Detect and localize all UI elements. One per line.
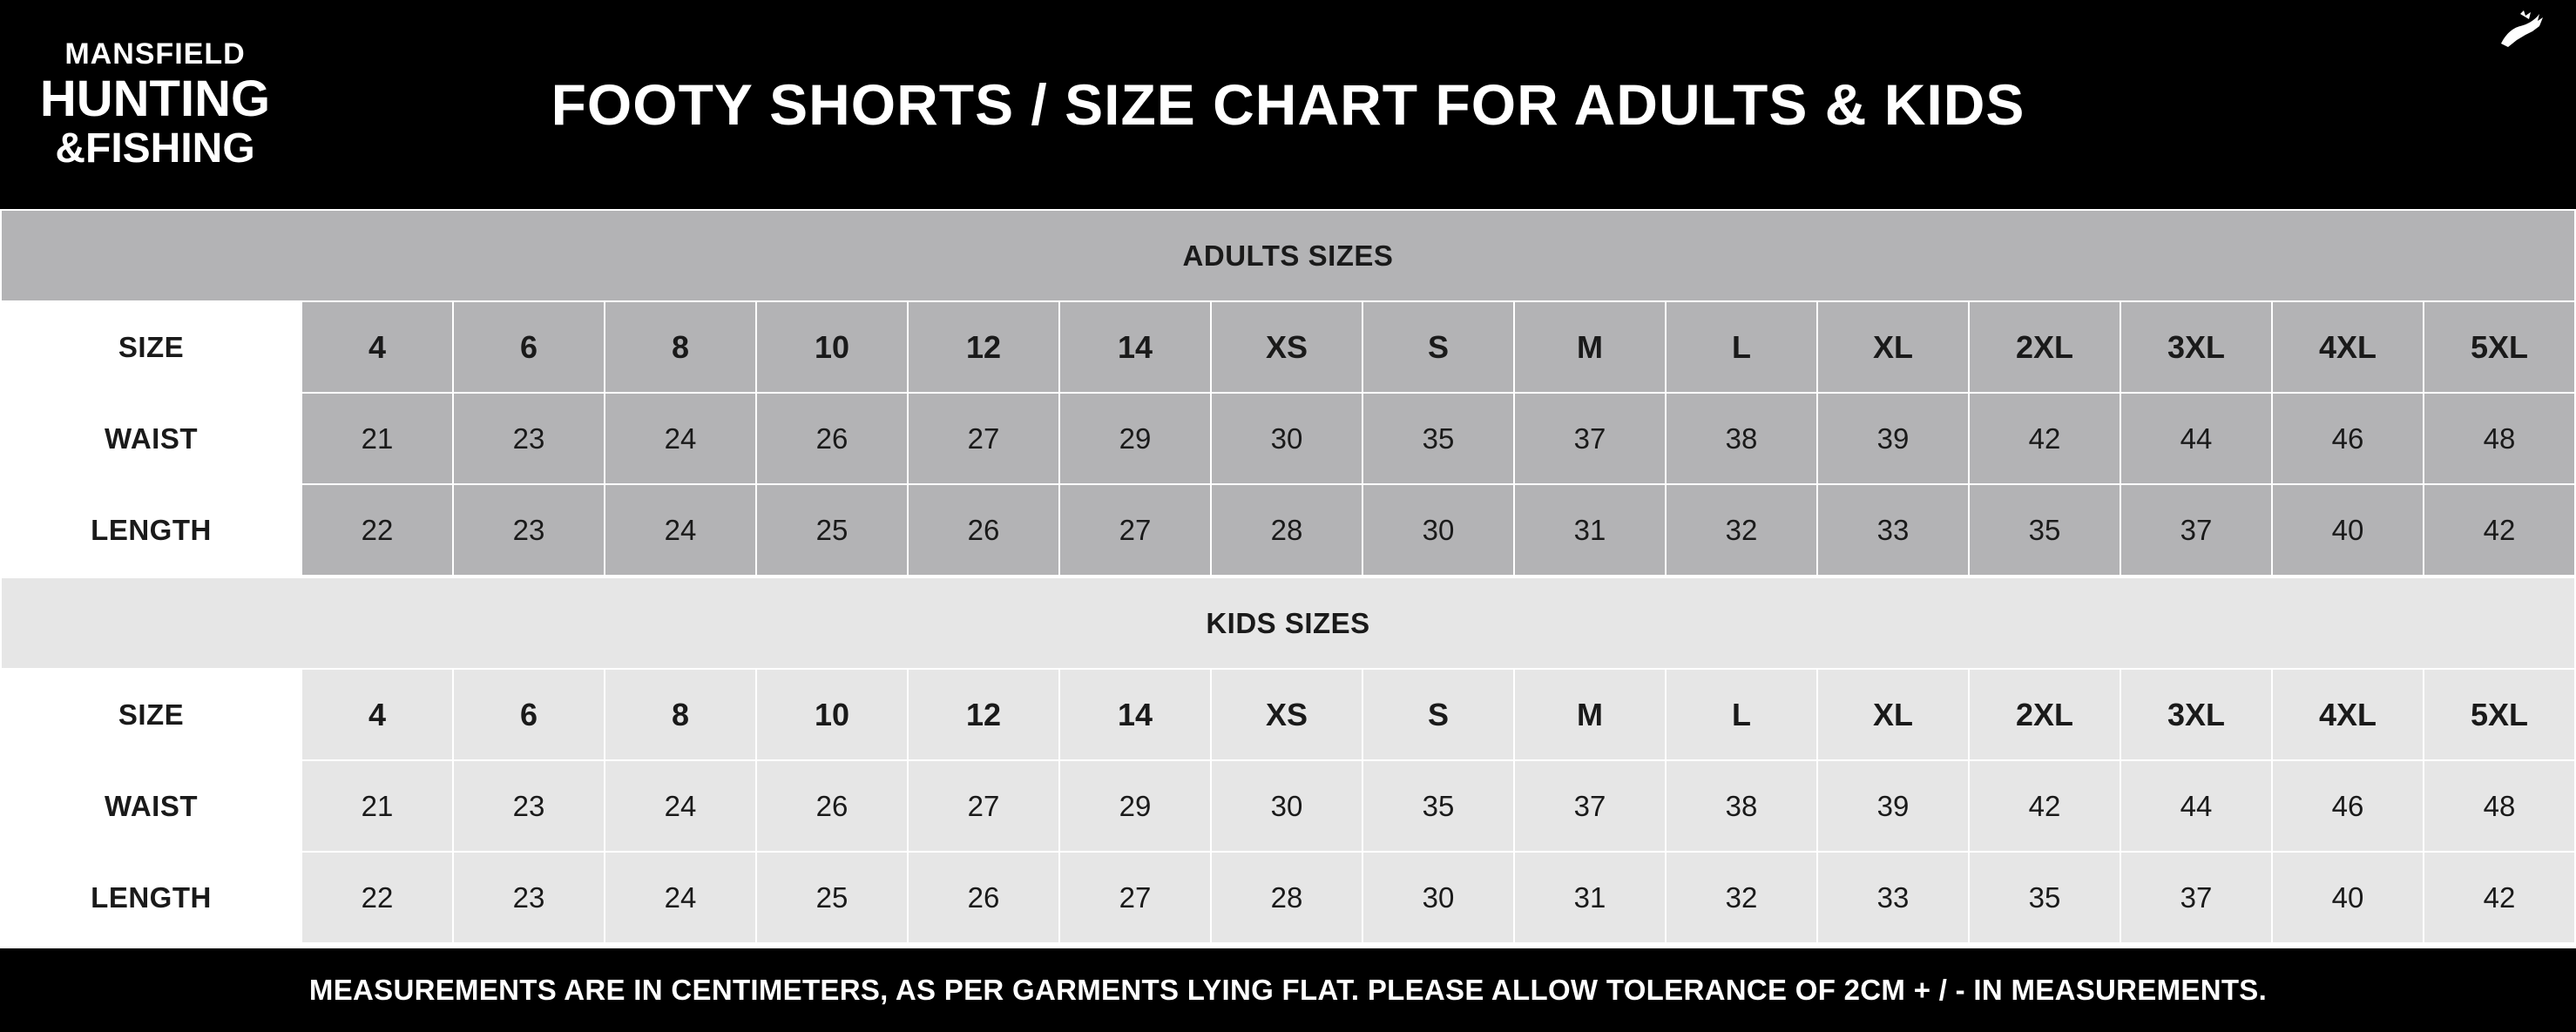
row-label: SIZE (1, 669, 301, 760)
cell: 4XL (2272, 301, 2424, 393)
row-label: WAIST (1, 393, 301, 484)
measurement-note: MEASUREMENTS ARE IN CENTIMETERS, AS PER GARMENTS LYING FLAT. PLEASE ALLOW TOLERANCE OF 2CM + / - IN MEASUREMENTS. (0, 948, 2576, 1032)
cell: 37 (1514, 760, 1666, 852)
cell: M (1514, 301, 1666, 393)
table-row (1, 484, 2575, 576)
cell: 14 (1059, 301, 1211, 393)
cell: 29 (1059, 760, 1211, 852)
cell: 12 (908, 669, 1059, 760)
cell: 24 (605, 393, 756, 484)
cell: 39 (1817, 760, 1969, 852)
cell: XL (1817, 669, 1969, 760)
cell: 27 (908, 760, 1059, 852)
cell: L (1666, 301, 1817, 393)
cell: 24 (605, 760, 756, 852)
cell: 32 (1666, 852, 1817, 943)
cell: 48 (2424, 760, 2575, 852)
cell: 24 (605, 484, 756, 576)
cell: 46 (2272, 393, 2424, 484)
brand-logo (37, 5, 274, 204)
cell: 2XL (1969, 669, 2120, 760)
cell: 30 (1362, 484, 1514, 576)
cell: 35 (1362, 760, 1514, 852)
deer-and-fish-icon (2494, 9, 2546, 51)
cell: 42 (2424, 852, 2575, 943)
cell: 37 (1514, 393, 1666, 484)
cell: 4XL (2272, 669, 2424, 760)
cell: XL (1817, 301, 1969, 393)
cell: 46 (2272, 760, 2424, 852)
table-row (1, 393, 2575, 484)
cell: 33 (1817, 484, 1969, 576)
row-label: LENGTH (1, 852, 301, 943)
cell: M (1514, 669, 1666, 760)
cell: 8 (605, 669, 756, 760)
cell: 2XL (1969, 301, 2120, 393)
cell: 29 (1059, 393, 1211, 484)
cell: 30 (1362, 852, 1514, 943)
cell: 48 (2424, 393, 2575, 484)
cell: 35 (1362, 393, 1514, 484)
cell: 31 (1514, 484, 1666, 576)
cell: 31 (1514, 852, 1666, 943)
cell: 10 (756, 301, 908, 393)
kids-size-table (0, 577, 2576, 944)
size-chart-tables (0, 209, 2576, 948)
page-header (0, 0, 2576, 209)
cell: 25 (756, 484, 908, 576)
cell: S (1362, 669, 1514, 760)
cell: 23 (453, 760, 605, 852)
cell: 38 (1666, 760, 1817, 852)
cell: 26 (756, 760, 908, 852)
row-label: LENGTH (1, 484, 301, 576)
cell: 26 (908, 852, 1059, 943)
table-row (1, 852, 2575, 943)
cell: 24 (605, 852, 756, 943)
kids-section-banner (1, 577, 2575, 669)
cell: 37 (2120, 852, 2272, 943)
adults-banner-label: ADULTS SIZES (1, 210, 2575, 301)
brand-line-2: HUNTING (39, 71, 271, 127)
cell: 27 (1059, 852, 1211, 943)
cell: 3XL (2120, 669, 2272, 760)
cell: 27 (908, 393, 1059, 484)
cell: L (1666, 669, 1817, 760)
row-label: SIZE (1, 301, 301, 393)
cell: 23 (453, 852, 605, 943)
table-row (1, 669, 2575, 760)
cell: 28 (1211, 852, 1362, 943)
cell: 4 (301, 301, 453, 393)
cell: 39 (1817, 393, 1969, 484)
cell: 26 (756, 393, 908, 484)
cell: XS (1211, 669, 1362, 760)
cell: 4 (301, 669, 453, 760)
cell: 38 (1666, 393, 1817, 484)
cell: 33 (1817, 852, 1969, 943)
cell: 28 (1211, 484, 1362, 576)
cell: 37 (2120, 484, 2272, 576)
cell: 42 (1969, 393, 2120, 484)
cell: 42 (1969, 760, 2120, 852)
brand-line-3: &FISHING (55, 125, 255, 172)
page-title: FOOTY SHORTS / SIZE CHART FOR ADULTS & KIDS (551, 72, 2025, 137)
kids-banner-label: KIDS SIZES (1, 577, 2575, 669)
cell: 21 (301, 760, 453, 852)
row-label: WAIST (1, 760, 301, 852)
cell: 35 (1969, 852, 2120, 943)
cell: 26 (908, 484, 1059, 576)
cell: 12 (908, 301, 1059, 393)
cell: XS (1211, 301, 1362, 393)
cell: 44 (2120, 760, 2272, 852)
cell: 8 (605, 301, 756, 393)
cell: 22 (301, 484, 453, 576)
cell: 6 (453, 669, 605, 760)
table-row (1, 301, 2575, 393)
cell: 6 (453, 301, 605, 393)
cell: S (1362, 301, 1514, 393)
cell: 3XL (2120, 301, 2272, 393)
cell: 14 (1059, 669, 1211, 760)
cell: 27 (1059, 484, 1211, 576)
cell: 30 (1211, 393, 1362, 484)
cell: 21 (301, 393, 453, 484)
cell: 40 (2272, 852, 2424, 943)
cell: 40 (2272, 484, 2424, 576)
cell: 5XL (2424, 669, 2575, 760)
cell: 10 (756, 669, 908, 760)
brand-line-1: MANSFIELD (64, 37, 246, 71)
cell: 5XL (2424, 301, 2575, 393)
cell: 23 (453, 393, 605, 484)
table-row (1, 760, 2575, 852)
cell: 44 (2120, 393, 2272, 484)
cell: 42 (2424, 484, 2575, 576)
cell: 22 (301, 852, 453, 943)
cell: 23 (453, 484, 605, 576)
adults-section-banner (1, 210, 2575, 301)
cell: 32 (1666, 484, 1817, 576)
cell: 30 (1211, 760, 1362, 852)
cell: 25 (756, 852, 908, 943)
cell: 35 (1969, 484, 2120, 576)
adults-size-table (0, 209, 2576, 577)
